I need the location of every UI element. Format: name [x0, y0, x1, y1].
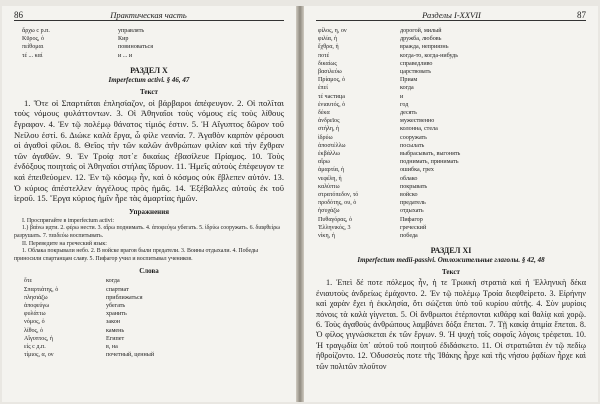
vocab-row — [316, 84, 586, 92]
vocab-row — [316, 101, 586, 109]
vocab-word: ἐκβάλλω — [318, 151, 340, 158]
vocab-translation: облако — [400, 175, 418, 182]
vocab-word: τέ частица — [318, 93, 345, 100]
vocab-word: καλύπτω — [318, 183, 340, 190]
left-page — [2, 6, 296, 402]
vocab-translation: Кир — [118, 36, 129, 43]
vocab-word: πείθομαι — [22, 44, 44, 51]
vocab-translation: колонна, стела — [400, 126, 438, 133]
vocab-row — [316, 68, 586, 76]
vocab-translation: камень — [106, 327, 125, 334]
vocab-translation: отдыхать — [400, 208, 424, 215]
vocab-word: ἔχθρα, ἡ — [318, 44, 339, 51]
right-page — [304, 6, 598, 402]
vocab-row — [14, 27, 284, 35]
vocab-row — [316, 216, 586, 224]
vocab-row — [316, 60, 586, 68]
vocab-translation: выбрасывать, выгонять — [400, 151, 461, 158]
vocab-translation: спартиат — [106, 286, 129, 293]
vocab-word: εἰς с д.п. — [24, 343, 46, 350]
vocab-word: νεφέλη, ἡ — [318, 175, 342, 182]
right-page-number: 87 — [577, 10, 586, 20]
words-list — [14, 277, 284, 359]
vocab-word: ἡσυχάζω — [318, 208, 340, 215]
vocab-word: Πυθαγόρας, ὁ — [318, 216, 353, 223]
vocab-row — [316, 158, 586, 166]
vocab-word: φιλία, ἡ — [318, 36, 338, 43]
vocab-translation: Приам — [400, 77, 418, 84]
vocab-row — [316, 134, 586, 142]
vocab-word: ἄρχω с р.п. — [22, 28, 50, 34]
exercises — [14, 218, 284, 264]
vocab-translation: когда — [400, 85, 414, 92]
vocab-row — [14, 343, 284, 351]
vocab-translation: убегать — [106, 302, 126, 309]
vocab-row — [316, 199, 586, 207]
exercises-caption: Упражнения — [128, 207, 170, 216]
exercise-1-heading: I. Проспрягайте в imperfectum activi: — [22, 217, 115, 224]
section-subtitle: Imperfectum activi. § 46, 47 — [108, 75, 190, 84]
section-title: РАЗДЕЛ X — [130, 65, 168, 75]
vocab-translation: справедливо — [400, 60, 433, 67]
vocab-translation: греческий — [400, 224, 427, 231]
vocab-translation: год — [400, 101, 409, 108]
vocab-translation: управлять — [118, 28, 145, 34]
exercise-2-heading: II. Переведите на греческий язык: — [22, 240, 107, 247]
vocab-word: ἐνιαυτός, ὁ — [318, 101, 346, 108]
right-running-title: Разделы I-XXVII — [422, 10, 481, 20]
vocab-translation: Египет — [106, 335, 125, 342]
vocab-row — [14, 286, 284, 294]
vocab-word: στρατόπεδον, τό — [318, 192, 359, 199]
vocab-translation: когда — [106, 278, 120, 285]
vocab-word: νόμος, ὁ — [24, 319, 45, 326]
vocab-translation: десять — [400, 110, 417, 117]
vocab-word: δικαίως — [318, 60, 337, 67]
vocab-word: ἀποφεύγω — [24, 302, 50, 309]
vocab-row — [14, 302, 284, 310]
vocab-word: φυλάττω — [24, 311, 46, 318]
vocab-word: Αἴγυπτος, ἡ — [24, 335, 53, 342]
vocab-word: τίμιος, α, ον — [24, 352, 54, 359]
left-running-title: Практическая часть — [110, 10, 187, 20]
vocab-translation: царствовать — [400, 69, 432, 76]
vocab-word: ἱδρύω — [318, 134, 333, 141]
vocab-row — [316, 27, 586, 35]
vocab-row — [14, 335, 284, 343]
text-caption: Текст — [140, 87, 158, 96]
vocab-row — [316, 117, 586, 125]
greek-text: 1. Ὅτε οἱ Σπαρτιᾶται ἐπλησίαζον, οἱ βάρβαροι ἀπέφευγον. 2. Οἱ πολῖται τοὺς νόμους φυλάττοντων. 3. Οἱ Ἀθηναῖοι τοὺς νόμους εἰς τοὺς λίθους ἔγραφον. 4. Ἐν τῷ πολέμῳ θάνατος τίμιός ἐστιν. 5. Ἡ Αἴγυπτος δῶρον τοῦ Νείλου ἐστί. 6. Διώκε καλὰ ἔργα, ὦ φίλε νεανία. 7. Ἀγαθὸν καρπὸν φέρουσι οἱ ἀγαθοὶ φίλοι. 8. Θεῖος τὴν τῶν καλῶν ἀνθρώπων φιλίαν καὶ τὴν ἔχθραν τῶν ἀγαθῶν. 9. Ἐν Τροίᾳ ποτ᾽ε δικαίως ἐβασίλευε Πρίαμος. 10. Τοὺς ἐνδόξους ποιηταὶς οἱ Ἀθηναῖοι στήλας ἵδρυον. 11. Ἡμεῖς αὐτοὺς ἐπέφευγον τε καὶ ἐπειθεύομεν. 12. Ἐν τῷ κόσμῳ ἦν, καὶ ὁ κόσμος οὐκ ἔβλεπεν αὐτόν. 13. Ὁ κύριος ἀπέστελλεν ἀγγέλους πρὸς ἡμᾶς. 14. Ἐξέβαλλες αὐτοὺς ἐκ τοῦ ἱεροῦ. 15. Ἔργα κύριος ἡμῖν ἦρε τὰς ἁμαρτίας ἡμῶν. — [14, 97, 284, 204]
vocab-translation: почетный, ценный — [106, 352, 155, 359]
vocab-word: δέκα — [318, 110, 330, 117]
vocab-row — [316, 191, 586, 199]
vocab-word: ἀποστέλλω — [318, 142, 346, 149]
vocab-word: αἴρω — [318, 159, 330, 166]
vocab-word: Κῦρος, ὁ — [22, 36, 45, 43]
vocab-row — [14, 35, 284, 43]
vocab-translation: победа — [400, 233, 418, 240]
vocab-word: ποτέ — [318, 52, 330, 59]
vocab-row — [14, 277, 284, 285]
left-running-head — [14, 6, 284, 21]
vocab-translation: покрывать — [400, 183, 428, 190]
vocab-word: φίλος, η, ον — [318, 28, 347, 34]
vocab-translation: в, на — [106, 343, 118, 350]
vocab-translation: когда-то, когда-нибудь — [400, 52, 459, 59]
vocab-word: βασιλεύω — [318, 69, 342, 76]
right-running-head — [316, 6, 586, 21]
text-caption: Текст — [442, 268, 460, 277]
left-page-number: 86 — [14, 10, 23, 20]
vocab-translation: мужественно — [400, 118, 435, 125]
vocab-translation: Пифагор — [400, 216, 423, 223]
exercise-1-items: 1.) βαίνω идти. 2. φέρω нести. 3. αἴρω поднимать. 4. ἀποφεύγω убегать. 5. ἱδρύω сооружать. 6. διαφθείρω разрушать. 7. παιδεύω воспитывать. — [14, 225, 281, 239]
vocab-row — [316, 142, 586, 150]
book-gutter — [296, 6, 304, 402]
section-title: РАЗДЕЛ XI — [430, 246, 472, 256]
vocab-word: τέ ... καί — [22, 52, 43, 59]
vocab-word: ὅτε — [24, 278, 33, 285]
vocab-row — [316, 125, 586, 133]
greek-text: 1. Ἐπεὶ δέ ποτε πόλεμος ἦν, ἡ τε Τρωικὴ στρατιὰ καὶ ἡ Ἑλληνικὴ δέκα ἐνιαυτοὺς ἀνδρείως ἐμάχοντο. 2. Ἐν τῷ πολέμῳ Τροία διεφθείρετο. 3. Εἰρήνην καὶ χαρὰν ἔχει ἡ ἐκκλησία, ὅτι σώζεται ὑπὸ τοῦ κυρίου αὐτῆς. 4. Σὺν μυρίοις πόνοις τὰ καλὰ γίγνεται. 5. Οἱ ἄνθρωποι ἐτέρπονται κιθάρᾳ καὶ θαλίᾳ καὶ χορῷ. 6. Τοὺς ἀγαθοὺς ἀνθρώπους λαμβάνει δόξα ἔπεται. 7. Τῇ κακίᾳ ἀτιμία ἕπεται. 8. Ὁ φίλος γιγνώσκεται ἐκ τῶν ἔργων. 9. Ἡ ψυχὴ τοῖς σοφοῖς λόγοις τρέφεται. 10. Ἡ τραγῳδία ὑπ᾽ αὐτοῦ τοῦ ποιητοῦ ἐδιδάσκετο. 11. Οἱ στρατιῶται ἐν τῷ πεδίῳ ἠθροίζοντο. 12. Ὀδυσσεὺς ποτε τῆς Ἰθάκης ἦρχε καὶ τῆς νήσου ῥᾳδίων ἦρχε καὶ τῶν πολιτῶν πλοῦτον — [316, 278, 586, 371]
vocab-word: νίκη, ἡ — [318, 233, 335, 240]
words-caption: Слова — [139, 267, 159, 276]
vocab-row — [316, 166, 586, 174]
vocab-translation: и ... и — [118, 52, 133, 59]
vocab-word: Σπαρτιάτης, ὁ — [24, 286, 59, 293]
vocab-row — [14, 43, 284, 51]
vocab-word: πλησιάζω — [24, 294, 48, 301]
vocab-word: ἀνδρεῖος — [318, 118, 340, 125]
vocab-word: Πρίαμος, ὁ — [318, 77, 346, 84]
vocab-translation: вражда, неприязнь — [400, 44, 449, 51]
vocab-translation: поднимать, принимать — [400, 159, 459, 166]
vocab-word: ἐπεί — [318, 85, 328, 92]
vocab-translation: приближаться — [106, 294, 143, 301]
vocab-row — [14, 351, 284, 359]
vocab-row — [14, 327, 284, 335]
vocab-word: στήλη, ἡ — [318, 126, 340, 133]
vocab-row — [14, 294, 284, 302]
vocab-translation: и — [400, 93, 404, 100]
right-vocab — [316, 27, 586, 240]
vocab-word: προδότης, ου, ὁ — [318, 200, 357, 207]
vocab-translation: закон — [106, 319, 121, 326]
vocab-word: ἁμαρτία, ἡ — [318, 167, 345, 174]
vocab-translation: повиноваться — [118, 44, 154, 51]
vocab-row — [316, 224, 586, 232]
vocab-translation: дорогой, милый — [400, 28, 442, 34]
vocab-translation: сооружать — [400, 134, 427, 141]
vocab-row — [14, 52, 284, 60]
vocab-word: λίθος, ὁ — [24, 327, 44, 334]
vocab-translation: ошибка, грех — [400, 167, 434, 174]
left-top-vocab — [14, 27, 284, 60]
vocab-row — [316, 183, 586, 191]
section-subtitle: Imperfectum medii-passivi. Отложительные глаголы. § 42, 48 — [357, 256, 545, 265]
vocab-row — [316, 207, 586, 215]
vocab-row — [316, 232, 586, 240]
vocab-translation: предатель — [400, 200, 426, 207]
vocab-row — [316, 150, 586, 158]
vocab-row — [14, 318, 284, 326]
vocab-row — [316, 93, 586, 101]
vocab-row — [316, 175, 586, 183]
vocab-translation: дружба, любовь — [400, 36, 442, 43]
vocab-word: Ἑλληνικός, 3 — [318, 224, 351, 231]
vocab-translation: хранить — [106, 311, 127, 318]
exercise-2-items: 1. Облака покрывали небо. 2. В войске врагов были предатели. 3. Воины отдыхали. 4. Победы приносили спартанцам славу. 5. Пифагор учил и воспитывал учеников. — [14, 248, 258, 262]
vocab-row — [316, 52, 586, 60]
vocab-row — [316, 109, 586, 117]
vocab-row — [14, 310, 284, 318]
vocab-translation: посылать — [400, 142, 425, 149]
vocab-row — [316, 76, 586, 84]
vocab-translation: войско — [400, 192, 418, 199]
vocab-row — [316, 43, 586, 51]
vocab-row — [316, 35, 586, 43]
